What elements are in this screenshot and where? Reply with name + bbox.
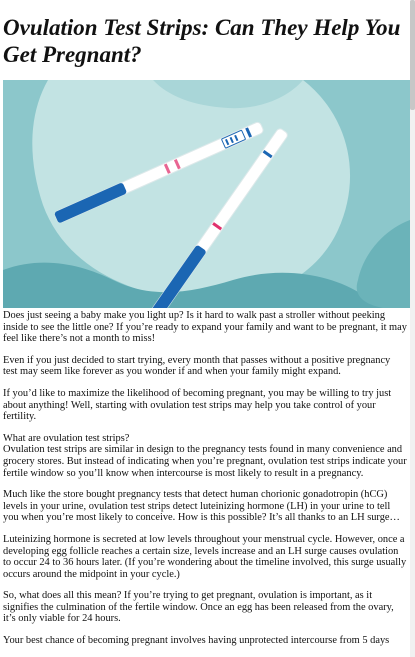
paragraph: So, what does all this mean? If you’re trying to get pregnant, ovulation is important, as it signifies the culmination of the fertile window. Once an egg has been released from the ovary, it’s only viable for 24 hours. xyxy=(3,590,394,625)
article-body xyxy=(3,310,407,647)
paragraph: Much like the store bought pregnancy tests that detect human chorionic gonadotropin (hCG) levels in your urine, ovulation test strips detect luteinizing hormone (LH) in your urine to tell you when you’re most likely to conceive. How is this possible? It’s all thanks to an LH surge… xyxy=(3,489,400,524)
page-scrollbar[interactable] xyxy=(410,0,415,657)
article-title: Ovulation Test Strips: Can They Help You Get Pregnant? xyxy=(3,15,401,67)
section-question: What are ovulation test strips? xyxy=(3,432,130,444)
paragraph: Even if you just decided to start trying, every month that passes without a positive pregnancy test may seem like forever as you wonder if and when your family might expand. xyxy=(3,354,391,378)
hero-image xyxy=(3,80,410,308)
paragraph: Your best chance of becoming pregnant involves having unprotected intercourse from 5 days xyxy=(3,635,390,647)
scrollbar-thumb[interactable] xyxy=(410,0,415,110)
paragraph: If you’d like to maximize the likelihood of becoming pregnant, you may be willing to try just about anything! Well, starting with ovulation test strips may help you take control of your fertility. xyxy=(3,387,392,423)
section-what-are-strips xyxy=(3,433,407,479)
paragraph: Luteinizing hormone is secreted at low levels throughout your menstrual cycle. However, once a developing egg follicle reaches a certain size, levels increase and an LH surge causes ovulation to occur 24 to 36 hours later. (If you’re wondering about the timeline involved, this surge usually occurs around the midpoint in your cycle.) xyxy=(3,533,407,580)
section-answer: Ovulation test strips are similar in design to the pregnancy tests found in many convenience and grocery stores. But instead of indicating when you’re pregnant, ovulation test strips indicate your fertile window so you’ll know when intercourse is most likely to result in a pregnancy. xyxy=(3,444,407,479)
paragraph: Does just seeing a baby make you light up? Is it hard to walk past a stroller without peeking inside to see the little one? If you’re ready to expand your family and want to be pregnant, it may feel like there’s not a month to miss! xyxy=(3,310,407,345)
